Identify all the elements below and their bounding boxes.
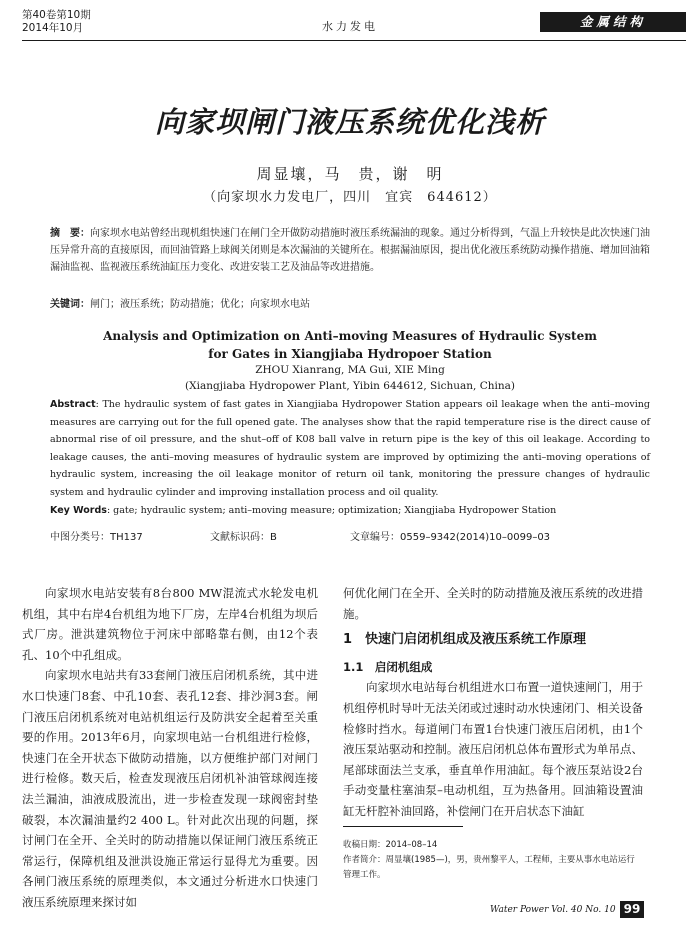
body-paragraph: 向家坝水电站安装有8台800 MW混流式水轮发电机机组，其中右岸4台机组为地下厂房，左岸4台机组为坝后式厂房。泄洪建筑物位于河床中部略靠右侧，由12个表孔、10个中孔组成。 — [22, 586, 318, 662]
received-date: 收稿日期：2014–08–14 — [343, 840, 438, 850]
title-en-line1: Analysis and Optimization on Anti–moving Measures of Hydraulic System — [103, 329, 597, 343]
authors-cn: 周显壤，马 贵，谢 明 — [256, 165, 444, 183]
affiliation-en: (Xiangjiaba Hydropower Plant, Yibin 644612, Sichuan, China) — [185, 380, 515, 392]
document-code: 文献标识码：B — [210, 532, 277, 543]
body-paragraph: 向家坝水电站每台机组进水口布置一道快速闸门，用于机组停机时导叶无法关闭或过速时动水快速闭门、相关设备检修时挡水。每道闸门布置1台快速门液压启闭机，由1个液压泵站驱动和控制。液压启闭机总体布置形式为单吊点、尾部球面法兰支承，垂直单作用油缸。每个液压泵站设2台手动变量柱塞油泵–电动机组，互为热备用。回油箱设置油缸无杆腔补油回路，补偿闸门在开启状态下油缸 — [343, 680, 643, 818]
body-column-left — [22, 583, 318, 913]
section-heading: 1 快速门启闭机组成及液压系统工作原理 — [343, 632, 587, 648]
author-bio: 作者简介：周显壤(1985—)，男，贵州黎平人，工程师，主要从事水电站运行管理工作。 — [343, 855, 635, 880]
page-number: 99 — [620, 901, 644, 918]
abstract-en — [50, 396, 650, 502]
keywords-en-text: : gate; hydraulic system; anti–moving measure; optimization; Xiangjiaba Hydropower Station — [106, 505, 557, 516]
footnote-rule — [343, 826, 463, 827]
body-column-right — [343, 583, 643, 822]
subsection-heading: 1.1 启闭机组成 — [343, 659, 433, 674]
authors-en: ZHOU Xianrang, MA Gui, XIE Ming — [255, 364, 445, 376]
header-rule — [22, 40, 686, 41]
keywords-cn — [50, 297, 650, 312]
page-title: 向家坝闸门液压系统优化浅析 — [154, 105, 545, 139]
keywords-en-label: Key Words — [50, 505, 107, 516]
keywords-cn-text: 闸门；液压系统；防动措施；优化；向家坝水电站 — [90, 299, 310, 310]
journal-name: 水力发电 — [322, 20, 378, 33]
abstract-cn-text: 向家坝水电站曾经出现机组快速门在闸门全开做防动措施时液压系统漏油的现象。通过分析得到，气温上升较快是此次快速门油压异常升高的直接原因，而回油管路上球阀关闭则是本次漏油的关键所在。根据漏油原因，提出优化液压系统防动操作措施、增加回油箱漏油监视、监视液压系统油缸压力变化、改进安装工艺及油品等改进措施。 — [50, 228, 650, 273]
issue-line: 第40卷第10期 — [22, 9, 91, 21]
title-en-line2: for Gates in Xiangjiaba Hydropoer Station — [208, 347, 492, 361]
affiliation-cn: （向家坝水力发电厂，四川 宜宾 644612） — [203, 190, 497, 205]
keywords-cn-label: 关键词： — [50, 299, 90, 310]
body-paragraph: 何优化闸门在全开、全关时的防动措施及液压系统的改进措施。 — [343, 586, 643, 621]
abstract-en-label: Abstract — [50, 399, 96, 410]
keywords-en — [50, 503, 650, 518]
footnote — [343, 838, 643, 883]
clc-number: 中图分类号：TH137 — [50, 532, 143, 543]
date-line: 2014年10月 — [22, 22, 84, 34]
article-number: 文章编号：0559–9342(2014)10–0099–03 — [350, 532, 551, 543]
abstract-cn — [50, 225, 650, 276]
footer-journal: Water Power Vol. 40 No. 10 — [490, 905, 616, 915]
body-paragraph: 向家坝水电站共有33套闸门液压启闭机系统，其中进水口快速门8套、中孔10套、表孔12套、排沙洞3套。闸门液压启闭机系统对电站机组运行及防洪安全起着至关重要的作用。2013年6月，向家坝电站一台机组进行检修，快速门在全开状态下做防动措施，以方便维护部门对闸门进行检修。数天后，检查发现液压启闭机补油管球阀连接法兰漏油，油液成股流出，进一步检查发现一球阀密封垫破裂，本次漏油量约2 400 L。针对此次出现的问题，探讨闸门在全开、全关时的防动措施以保证闸门液压系统正常运行，保障机组及泄洪设施正常运行显得尤为重要。因各闸门液压系统的原理类似，本文通过分析进水口快速门液压系统原理来探讨如 — [22, 668, 318, 909]
title-en — [0, 327, 700, 363]
section-badge: 金属结构 — [540, 12, 686, 32]
abstract-en-text: : The hydraulic system of fast gates in Xiangjiaba Hydropower Station appears oil leakage when the anti–moving measures are carrying out for the full opened gate. The analyses show that the rapid temperature rise is the direct cause of abnormal rise of oil pressure, and the shut–off of K08 ball valve in return pipe is the key of this oil leakage. According to leakage causes, the anti–moving measures of hydraulic system are improved by optimizing the anti–moving operations of hydraulic system, increasing the oil leakage monitor of return oil tank, monitoring the pressure changes of hydraulic system and hydraulic cylinder and improving installation process and oil quality. — [50, 399, 650, 498]
abstract-cn-label: 摘 要： — [50, 228, 90, 239]
